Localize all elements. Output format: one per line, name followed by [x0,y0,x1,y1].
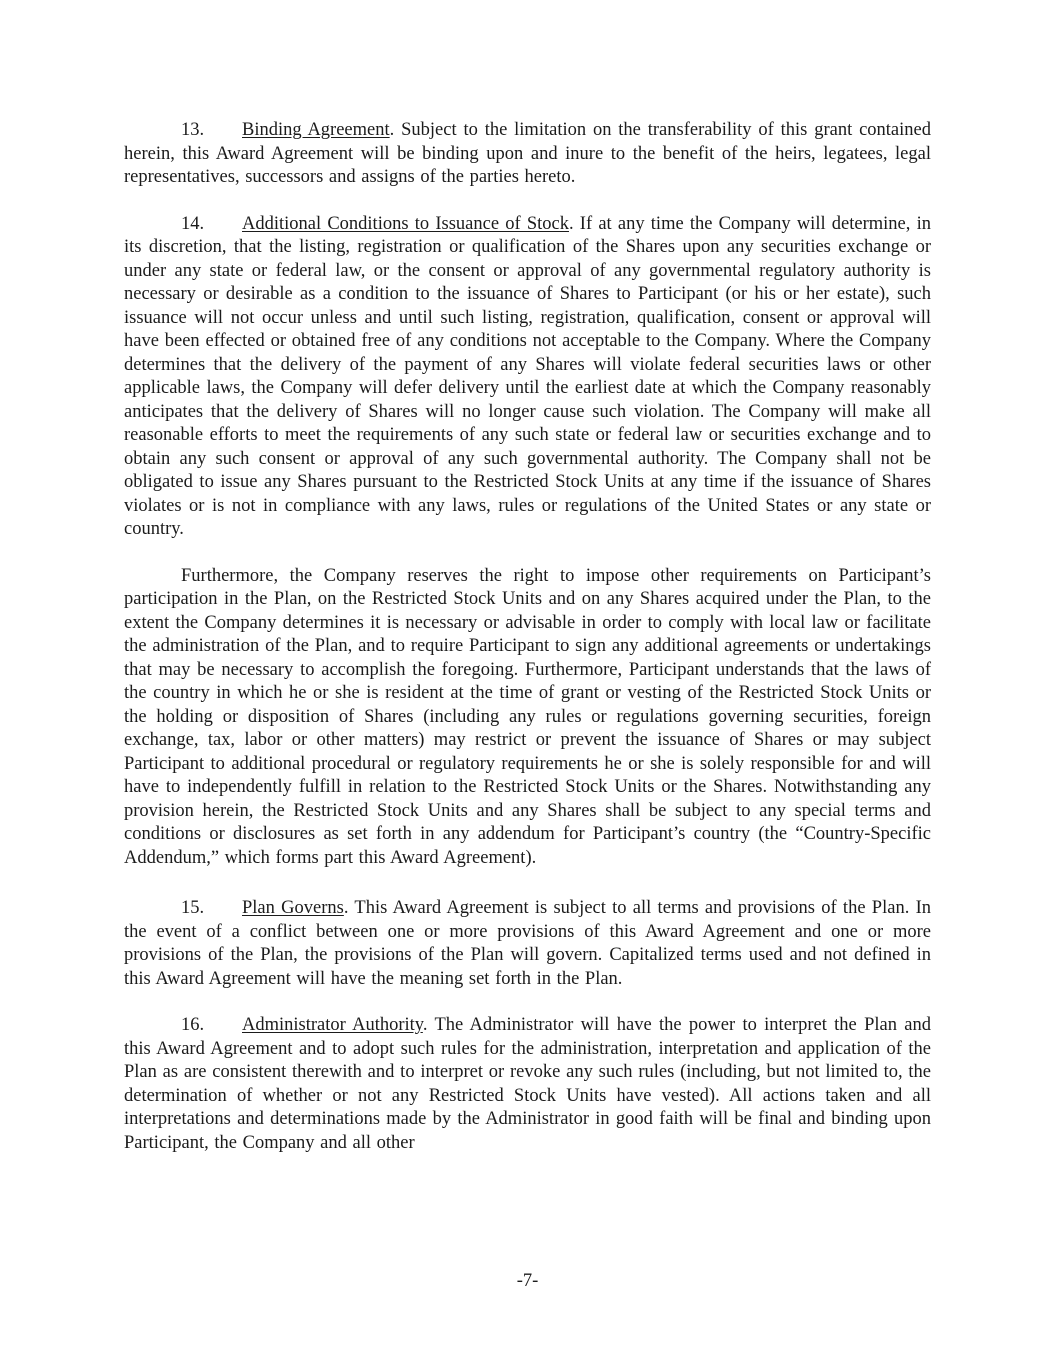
continuation-paragraph [124,565,931,871]
section-14 [124,213,931,542]
document-body [124,119,931,1178]
section-15-text: . This Award Agreement is subject to all terms and provisions of the Plan. In the event of a conflict between one or more provisions of this Award Agreement and one or more provisions of the Plan, the provisions of the Plan will govern. Capitalized terms used and not defined in this Award Agreement will have the meaning set forth in the Plan. [124,898,931,989]
section-15-number: 15. [181,898,205,918]
section-16 [124,1014,931,1155]
section-13-heading: Binding Agreement [242,120,390,140]
section-13-number: 13. [181,120,205,140]
section-16-text: . The Administrator will have the power to interpret the Plan and this Award Agreement and to adopt such rules for the administration, interpretation and application of the Plan as are consistent therewith and to interpret or revoke any such rules (including, but not limited to, the determination of whether or not any Restricted Stock Units have vested). All actions taken and all interpretations and determinations made by the Administrator in good faith will be final and binding upon Participant, the Company and all other [124,1015,931,1153]
section-16-number: 16. [181,1015,205,1035]
section-14-number: 14. [181,213,205,234]
section-15-heading: Plan Governs [242,898,344,918]
section-14-heading: Additional Conditions to Issuance of Stock [242,213,569,234]
continuation-paragraph-text: Furthermore, the Company reserves the right to impose other requirements on Participant’s participation in the Plan, on the Restricted Stock Units and on any Shares acquired under the Plan, to the extent the Company determines it is necessary or advisable in order to comply with local law or facilitate the administration of the Plan, and to require Participant to sign any additional agreements or undertakings that may be necessary to accomplish the foregoing. Furthermore, Participant understands that the laws of the country in which he or she is resident at the time of grant or vesting of the Restricted Stock Units or the holding or disposition of Shares (including any rules or regulations governing securities, foreign exchange, tax, labor or other matters) may restrict or prevent the issuance of Shares or may subject Participant to additional procedural or regulatory requirements he or she is solely responsible for and will have to independently fulfill in relation to the Restricted Stock Units or the Shares. Notwithstanding any provision herein, the Restricted Stock Units and any Shares shall be subject to any special terms and conditions or disclosures as set forth in any addendum for Participant’s country (the “Country-Specific Addendum,” which forms part this Award Agreement). [124,565,931,868]
section-15 [124,897,931,991]
page-number: -7- [516,1271,539,1291]
section-13 [124,119,931,190]
section-16-heading: Administrator Authority [242,1015,423,1035]
section-13-text: . Subject to the limitation on the transferability of this grant contained herein, this Award Agreement will be binding upon and inure to the benefit of the heirs, legatees, legal representatives, successors and assigns of the parties hereto. [124,120,931,187]
section-14-text: . If at any time the Company will determine, in its discretion, that the listing, registration or qualification of the Shares upon any securities exchange or under any state or federal law, or the consent or approval of any governmental regulatory authority is necessary or desirable as a condition to the issuance of Shares to Participant (or his or her estate), such issuance will not occur unless and until such listing, registration, qualification, consent or approval will have been effected or obtained free of any conditions not acceptable to the Company. Where the Company determines that the delivery of the payment of any Shares will violate federal securities laws or other applicable laws, the Company will defer delivery until the earliest date at which the Company reasonably anticipates that the delivery of Shares will no longer cause such violation. The Company will make all reasonable efforts to meet the requirements of any such state or federal law or securities exchange and to obtain any such consent or approval of any such governmental authority. The Company shall not be obligated to issue any Shares pursuant to the Restricted Stock Units at any time if the issuance of Shares violates or is not in compliance with any laws, rules or regulations of the United States or any state or country. [124,213,931,539]
